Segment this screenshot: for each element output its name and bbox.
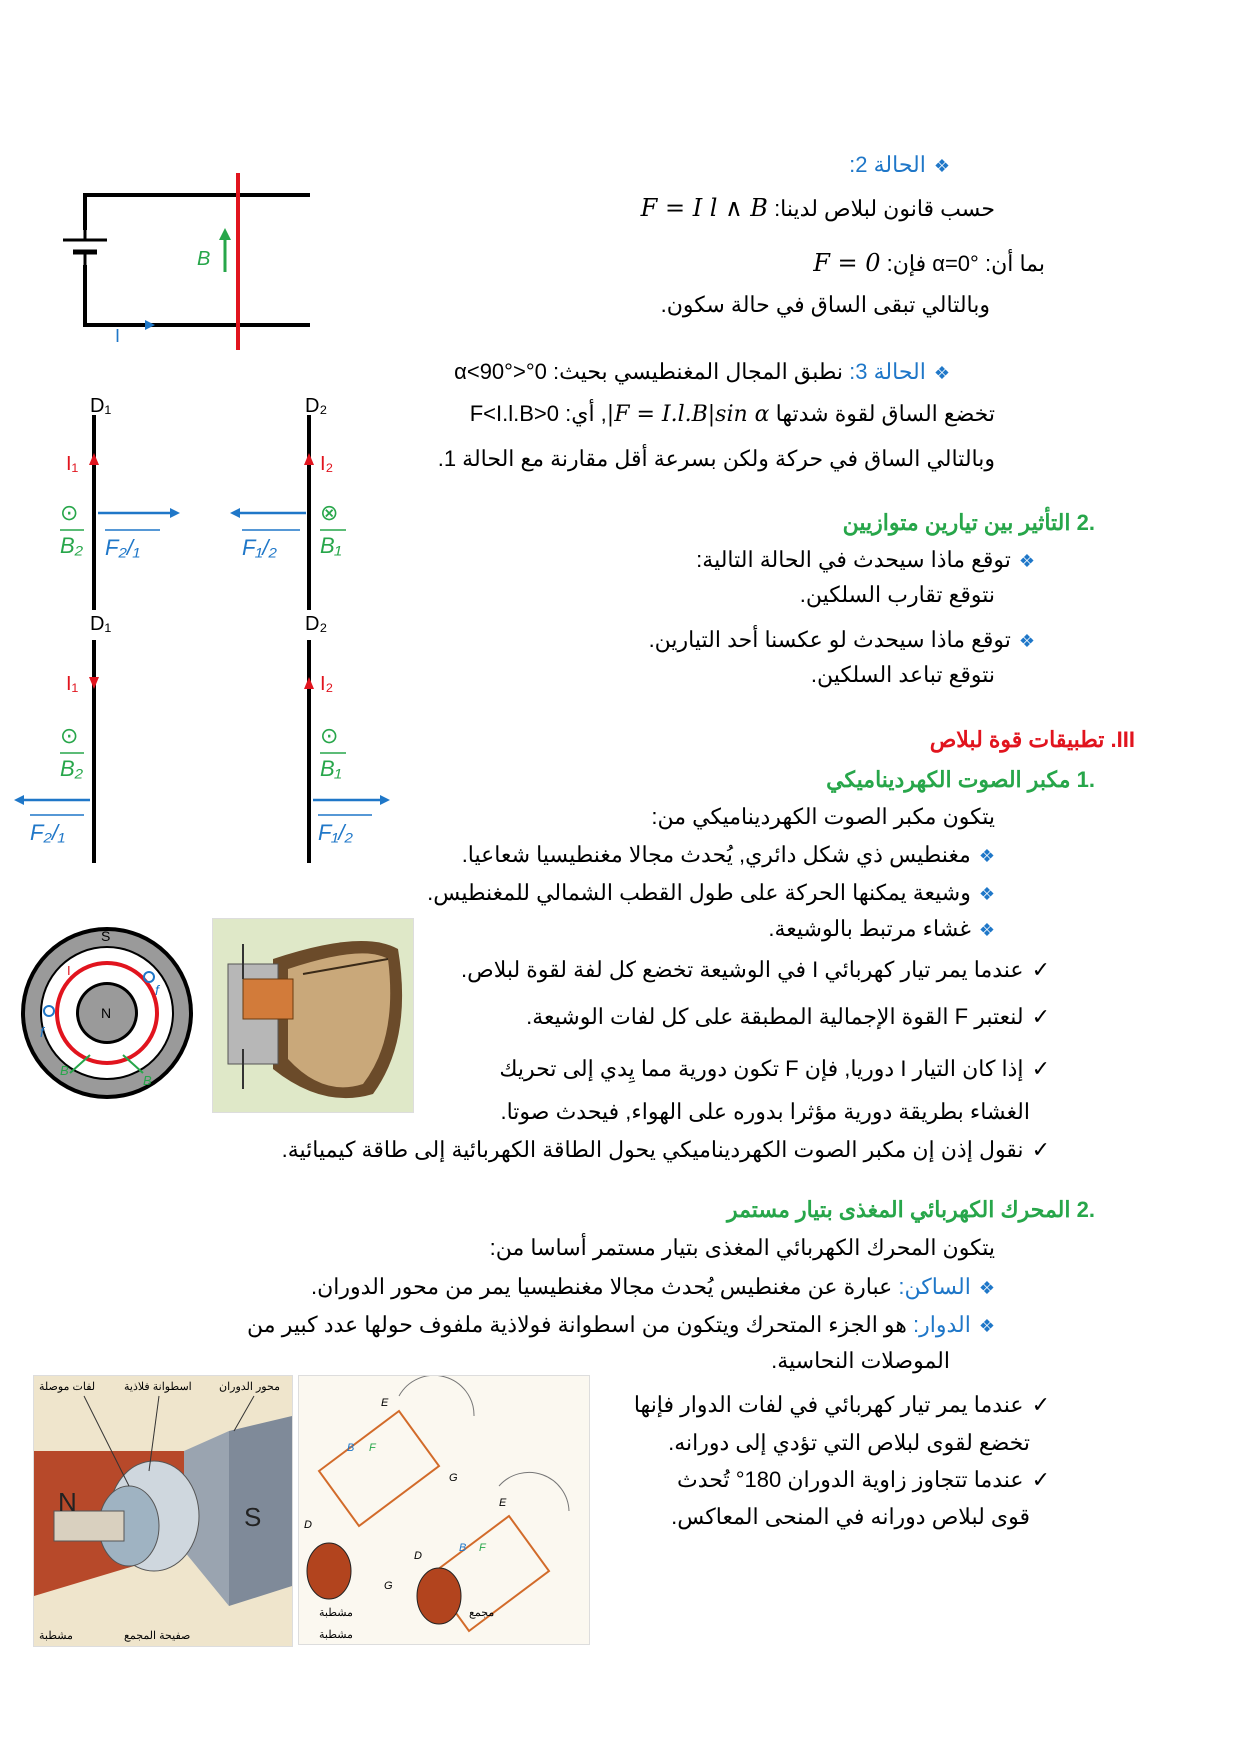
speaker-magnet-diagram: [5, 925, 210, 1100]
case3-conclusion: وبالتالي الساق في حركة ولكن بسرعة أقل مقارنة مع الحالة 1.: [437, 446, 995, 471]
south-pole-label: S: [101, 928, 111, 944]
speaker-heading: [826, 765, 1095, 795]
rotor-text-continuation: الموصلات النحاسية.: [771, 1348, 950, 1373]
speaker-check-4: [282, 1135, 1050, 1166]
section-title: المحرك الكهربائي المغذى بتيار مستمر: [726, 1197, 1071, 1222]
case2-since-text: بما أن: α=0° فإن:: [886, 251, 1045, 276]
b1-label: B₁: [320, 533, 342, 558]
section-number: .1: [1076, 767, 1095, 792]
force-f-label: F: [369, 1442, 376, 1454]
field-out-icon: ⊙: [60, 723, 79, 748]
force-range: , أي: 0<F<I.l.B: [469, 401, 607, 426]
d1-label: D₁: [90, 613, 112, 635]
d2-label: D₂: [305, 613, 328, 635]
field-b-label: B: [60, 1063, 69, 1078]
d1-label: D₁: [90, 395, 112, 417]
motor-check-text: عندما يمر تيار كهربائي في لفات الدوار فإنها: [633, 1392, 1024, 1417]
coil-current-label: I: [67, 963, 71, 978]
rotor-text: هو الجزء المتحرك ويتكون من اسطوانة فولاذية ملفوف حولها عدد كبير من: [247, 1312, 907, 1337]
collector-label: مجمع: [469, 1607, 495, 1619]
bullet-diamond-icon: ❖: [978, 846, 995, 866]
a2-text: نتوقع تباعد السلكين.: [810, 662, 995, 687]
field-b-label: B: [347, 1442, 355, 1454]
motor-intro: يتكون المحرك الكهربائي المغذى بتيار مستمر أساسا من:: [489, 1235, 995, 1260]
speaker-check-3: [499, 1054, 1050, 1085]
motor-check-continuation: تخضع لقوى لبلاص التي تؤدي إلى دورانه.: [668, 1430, 1030, 1455]
speaker-check-text: عندما يمر تيار كهربائي I في الوشيعة تخضع كل لفة لقوة لبلاص.: [461, 957, 1024, 982]
motor-check-continuation: قوى لبلاص دورانه في المنحى المعاكس.: [671, 1504, 1030, 1529]
f12-label: F₁/₂: [318, 820, 353, 845]
speaker-check-1: [461, 955, 1050, 986]
i2-label: I₂: [320, 673, 334, 695]
bullet-diamond-icon: ❖: [933, 363, 950, 383]
d2-label: D₂: [305, 395, 328, 417]
bullet-diamond-icon: ❖: [978, 1316, 995, 1336]
laplace-formula: F = I l ∧ B: [640, 194, 768, 222]
b-field-label: B: [197, 248, 211, 270]
north-pole-label: N: [58, 1487, 77, 1517]
speaker-check-text: إذا كان التيار I دوريا, فإن F تكون دورية مما يِدي إلى تحريك: [499, 1056, 1024, 1081]
field-b-label: B: [143, 1073, 152, 1088]
loudspeaker-illustration: [212, 918, 414, 1113]
check-icon: ✓: [1031, 1057, 1050, 1082]
rotor-force-diagram: [298, 1375, 590, 1645]
brush-label: مشطبة: [319, 1607, 353, 1619]
bullet-diamond-icon: ❖: [1018, 631, 1035, 651]
case2-since: [813, 248, 1045, 279]
section-title: تطبيقات قوة لبلاص: [929, 727, 1105, 752]
case3-force-text: تخضع الساق لقوة شدتها: [775, 401, 995, 426]
rail-circuit-diagram: [55, 170, 315, 350]
b2-label: B₂: [60, 756, 84, 781]
speaker-check-continuation: الغشاء بطريقة دورية مؤثرا بدوره على الهواء, فيحدث صوتا.: [500, 1099, 1030, 1124]
section-title: التأثير بين تيارين متوازيين: [842, 510, 1071, 535]
check-icon: ✓: [1031, 1005, 1050, 1030]
i2-label: I₂: [320, 453, 334, 475]
check-icon: ✓: [1031, 1468, 1050, 1493]
south-pole-label: S: [244, 1502, 262, 1532]
section-title: مكبر الصوت الكهرديناميكي: [826, 767, 1071, 792]
speaker-part-1: [462, 840, 995, 871]
f21-label: F₂/₁: [105, 535, 140, 560]
motor-check-text: عندما تتجاوز زاوية الدوران 180° تُحدث: [677, 1467, 1024, 1492]
motor-check-2: [677, 1465, 1050, 1496]
speaker-check-text: نقول إذن إن مكبر الصوت الكهرديناميكي يحول الطاقة الكهربائية إلى طاقة كيميائية.: [281, 1137, 1024, 1162]
section-number: .2: [1076, 1197, 1095, 1222]
force-f-label: F: [479, 1542, 486, 1554]
bullet-diamond-icon: ❖: [978, 920, 995, 940]
f21-label: F₂/₁: [30, 820, 65, 845]
motor-heading: [727, 1195, 1095, 1225]
point-e-label: E: [499, 1497, 507, 1509]
point-e-label: E: [381, 1397, 389, 1409]
brush-label: مشطبة: [319, 1629, 353, 1641]
case2-law: [641, 193, 995, 224]
speaker-intro: يتكون مكبر الصوت الكهرديناميكي من:: [651, 804, 995, 829]
motor-stator: [311, 1272, 995, 1303]
field-out-icon: ⊙: [60, 500, 79, 525]
i1-label: I₁: [66, 673, 79, 695]
speaker-part-text: وشيعة يمكنها الحركة على طول القطب الشمالي للمغنطيس.: [427, 880, 971, 905]
section-number: .2: [1076, 510, 1095, 535]
cylinder-label: اسطوانة فلاذية: [124, 1381, 192, 1393]
speaker-part-text: غشاء مرتبط بالوشيعة.: [768, 916, 971, 941]
speaker-check-2: [526, 1002, 1050, 1033]
section3-heading: [930, 725, 1135, 755]
section2-heading: [843, 508, 1095, 538]
motor-check-1: [634, 1390, 1050, 1421]
case2-heading: [849, 150, 950, 181]
coils-label: لفات موصلة: [39, 1381, 96, 1393]
case2-title: الحالة 2:: [849, 152, 926, 177]
q2-item: [649, 625, 1035, 656]
case3-heading: [454, 357, 950, 388]
q1-text: توقع ماذا سيحدث في الحالة التالية:: [696, 547, 1011, 572]
force-f-label: f: [155, 982, 159, 998]
current-label: I: [115, 326, 121, 346]
motor-rotor: [247, 1310, 995, 1341]
bullet-diamond-icon: ❖: [933, 156, 950, 176]
field-in-icon: ⊗: [320, 500, 339, 525]
axis-label: محور الدوران: [219, 1381, 280, 1393]
commutator-label: صفيحة المجمع: [124, 1630, 191, 1642]
check-icon: ✓: [1031, 958, 1050, 983]
a1-text: نتوقع تقارب السلكين.: [799, 582, 995, 607]
bullet-diamond-icon: ❖: [978, 884, 995, 904]
speaker-part-2: [427, 878, 995, 909]
q2-text: توقع ماذا سيحدث لو عكسنا أحد التيارين.: [648, 627, 1011, 652]
b1-label: B₁: [320, 756, 342, 781]
brush-label: مشطبة: [39, 1630, 73, 1642]
bullet-diamond-icon: ❖: [978, 1278, 995, 1298]
point-g-label: G: [449, 1472, 458, 1484]
i1-label: I₁: [66, 453, 79, 475]
parallel-wires-diagram: [10, 385, 395, 865]
rotor-label: الدوار:: [913, 1312, 971, 1337]
f12-label: F₁/₂: [242, 535, 277, 560]
speaker-part-3: [768, 914, 995, 945]
speaker-check-text: لنعتبر F القوة الإجمالية المطبقة على كل لفات الوشيعة.: [526, 1004, 1024, 1029]
section-number: III.: [1110, 727, 1135, 752]
case3-title: الحالة 3:: [849, 359, 926, 384]
check-icon: ✓: [1031, 1393, 1050, 1418]
field-b-label: B: [459, 1542, 467, 1554]
case2-law-text: حسب قانون لبلاص لدينا:: [774, 196, 995, 221]
case2-conclusion: وبالتالي تبقى الساق في حالة سكون.: [660, 292, 990, 317]
bullet-diamond-icon: ❖: [1018, 551, 1035, 571]
point-d-label: D: [304, 1519, 312, 1531]
north-pole-label: N: [101, 1005, 112, 1021]
stator-label: الساكن:: [898, 1274, 971, 1299]
point-g-label: G: [384, 1580, 393, 1592]
speaker-part-text: مغنطيس ذي شكل دائري, يُحدث مجالا مغنطيسيا شعاعيا.: [461, 842, 971, 867]
zero-force-formula: F = 0: [813, 249, 881, 277]
force-magnitude-formula: F = I.l.B|sin α|: [606, 402, 770, 427]
case3-condition: نطبق المجال المغنطيسي بحيث: 0°<α<90°: [454, 359, 844, 384]
check-icon: ✓: [1031, 1138, 1050, 1163]
stator-text: عبارة عن مغنطيس يُحدث مجالا مغنطيسيا يمر من محور الدوران.: [310, 1274, 893, 1299]
dc-motor-illustration: [33, 1375, 293, 1647]
q1-item: [696, 545, 1035, 576]
force-f-label: f: [40, 1024, 44, 1040]
field-out-icon: ⊙: [320, 723, 339, 748]
case3-force: [470, 399, 995, 430]
point-d-label: D: [414, 1550, 422, 1562]
b2-label: B₂: [60, 533, 84, 558]
